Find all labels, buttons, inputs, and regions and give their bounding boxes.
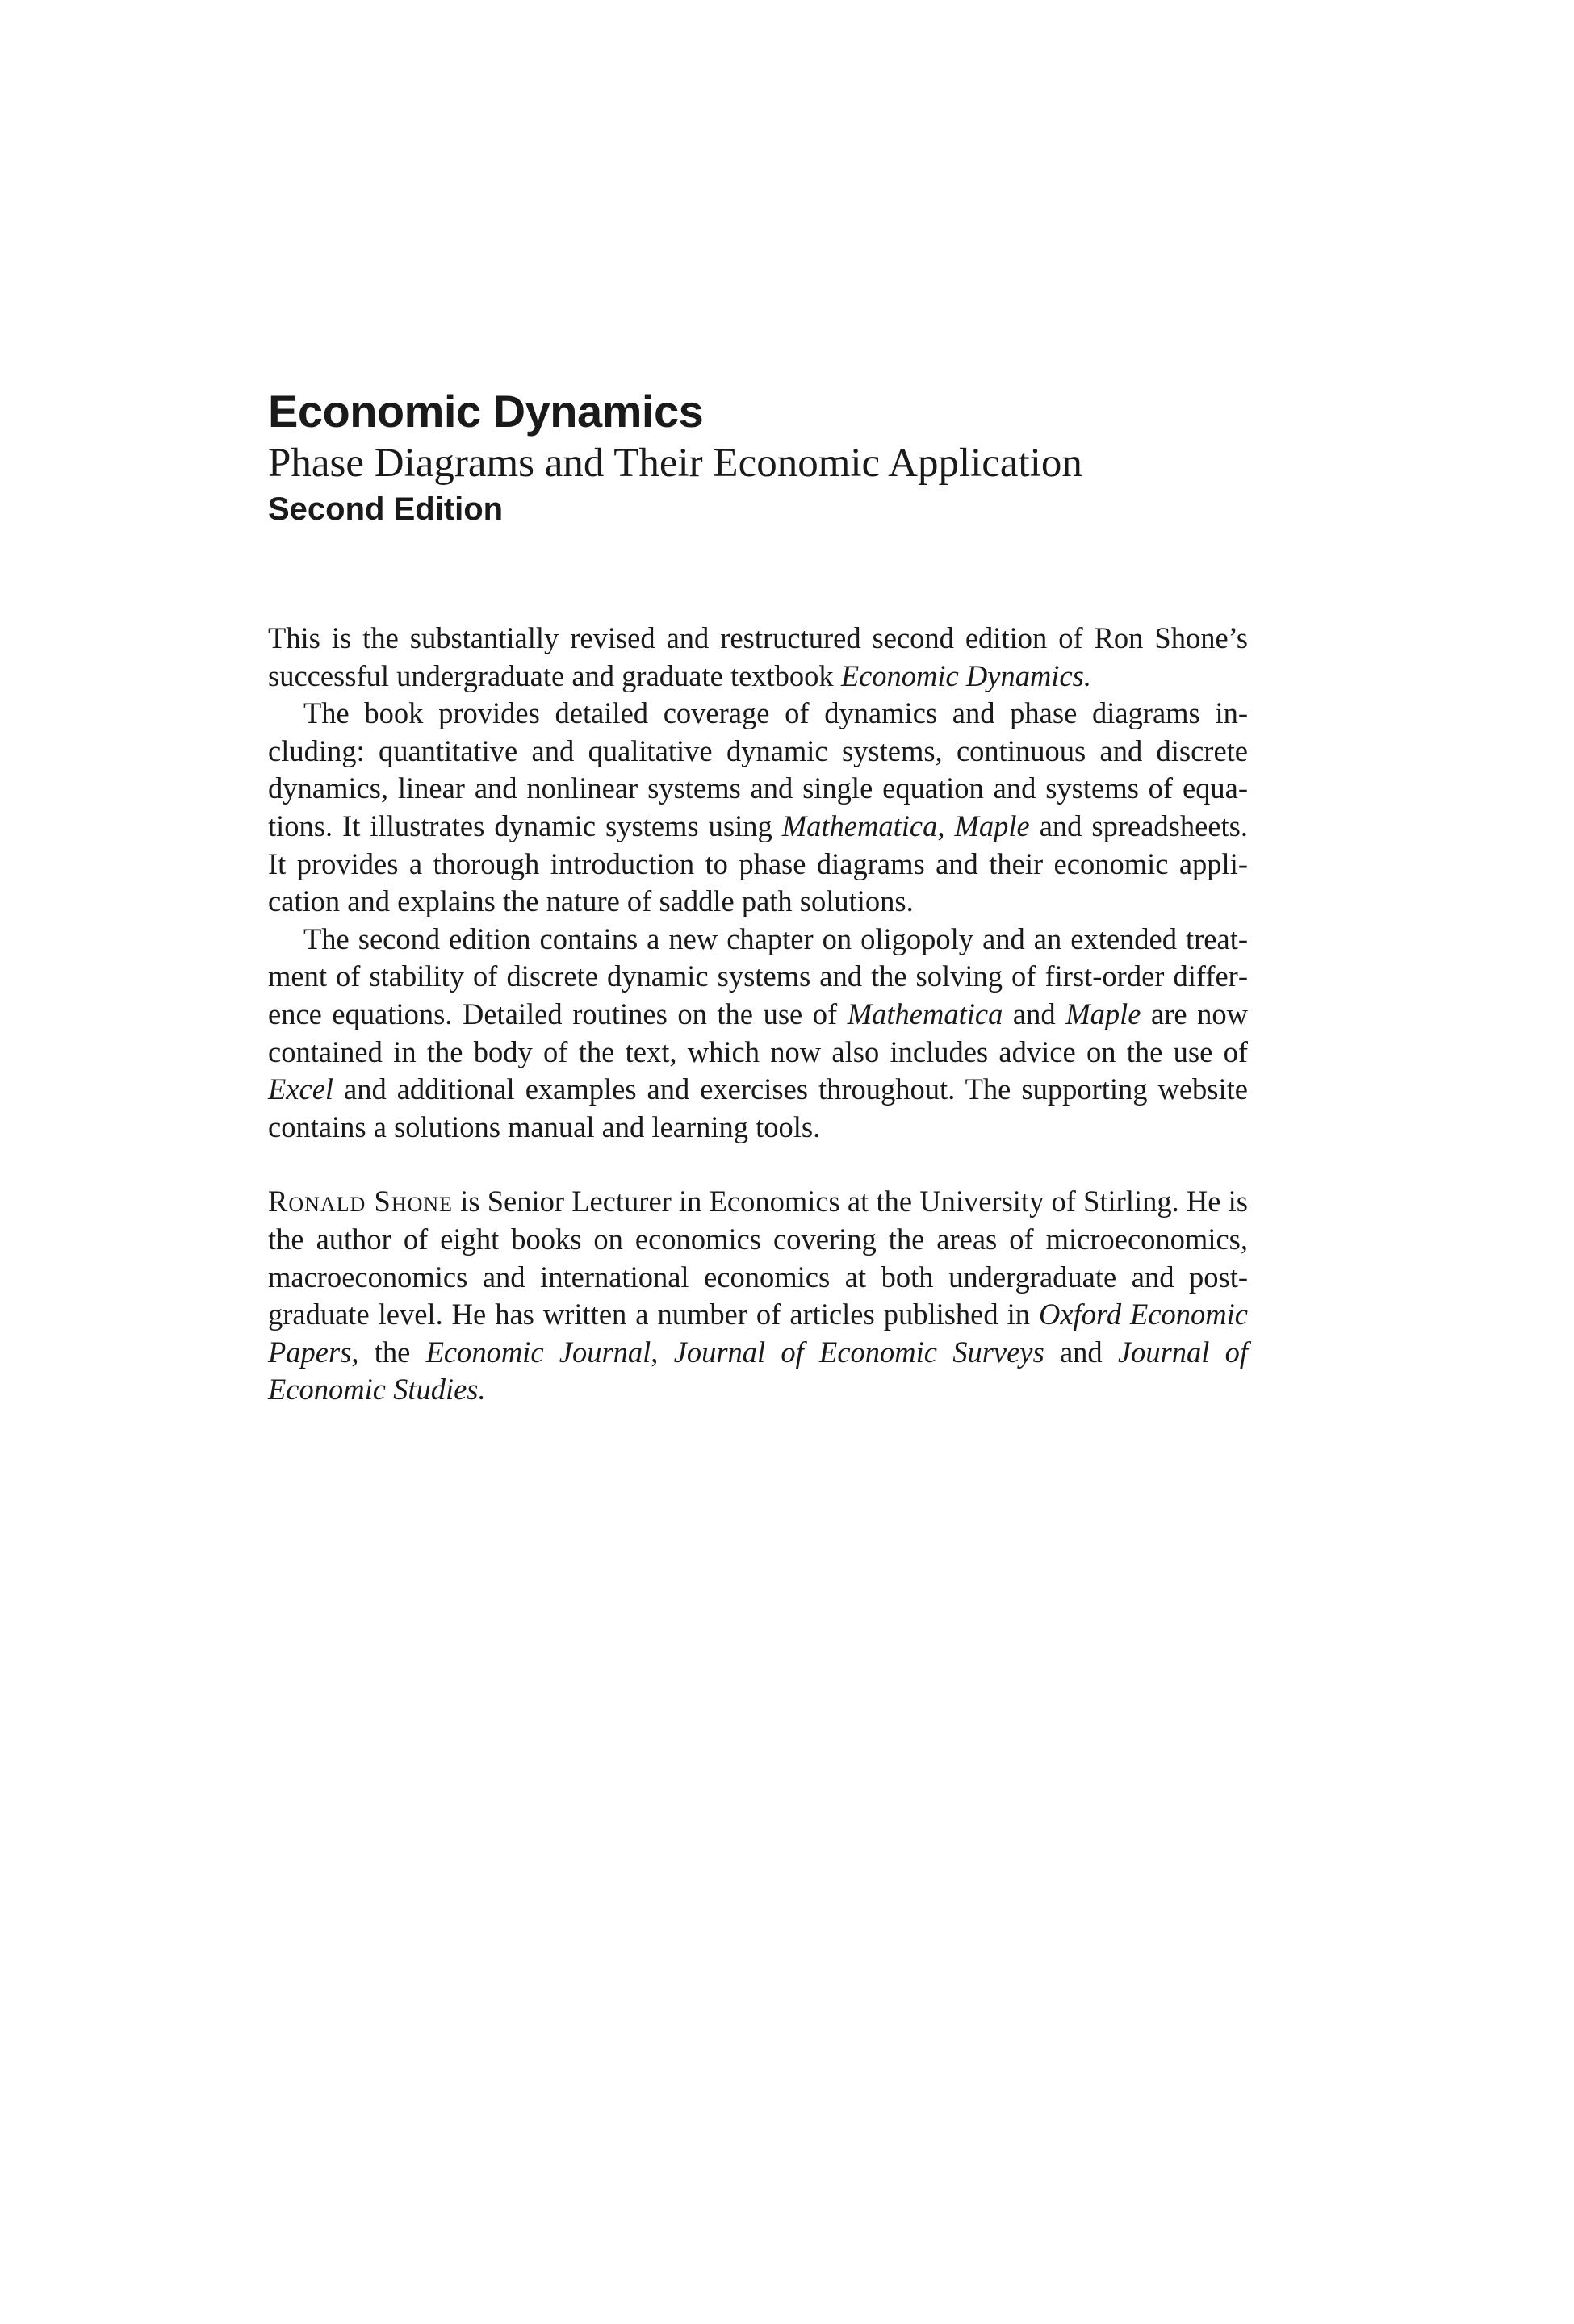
description-p2-c: ,	[937, 809, 955, 842]
author-journal-economic-journal: Economic Journal	[425, 1335, 651, 1369]
description-p3-g: and additional examples and exercises throughout. The supporting website contains a solutions manual and learning tools.	[268, 1072, 1248, 1143]
description-p3-e: are now contained in the body of the text, which now also includes advice on the use of	[268, 997, 1248, 1068]
description-p3-mathematica: Mathematica	[847, 997, 1003, 1030]
description-paragraph-1	[268, 620, 1248, 695]
description-p2-a: The book provides detailed coverage of dynamics and phase diagrams including: quantitative and qualitative dynamic systems, continuous and discrete dynamics, linear and nonlinear systems and single equation and systems of equations. It illustrates dynamic systems using	[268, 696, 1248, 842]
book-title: Economic Dynamics	[268, 386, 704, 437]
blurb-text	[268, 620, 1248, 1409]
author-journal-studies: Journal of Economic Studies.	[268, 1335, 1249, 1407]
description-p3-excel: Excel	[268, 1072, 334, 1106]
description-p1-book-title: Economic Dynamics.	[840, 658, 1091, 692]
book-subtitle: Phase Diagrams and Their Economic Application	[268, 441, 1082, 486]
author-bio	[268, 1183, 1248, 1409]
description-p1-text: This is the substantially revised and restructured second edition of Ron Shone’s successful undergraduate and graduate textbook	[268, 621, 1248, 692]
title-block	[268, 386, 1317, 531]
author-bio-e: ,	[651, 1335, 674, 1369]
description-p2-maple: Maple	[954, 809, 1030, 842]
author-bio-c: , the	[351, 1335, 426, 1369]
description-paragraph-2	[268, 695, 1248, 921]
book-edition: Second Edition	[268, 491, 504, 527]
description-p2-mathematica: Mathematica	[781, 809, 938, 842]
author-journal-oxford: Oxford Economic Papers	[268, 1298, 1249, 1369]
description-paragraph-3	[268, 921, 1248, 1147]
author-bio-a: is Senior Lecturer in Economics at the University of Stirling. He is the author of eight books on economics covering the areas of microeconomics, macroeconomics and international economics at both undergraduate and postgraduate level. He has written a number of articles published in	[268, 1185, 1248, 1331]
author-bio-g: and	[1044, 1335, 1118, 1369]
description-p2-e: and spreadsheets. It provides a thorough introduction to phase diagrams and their economic application and explains the nature of saddle path solutions.	[268, 809, 1249, 918]
description-p3-a: The second edition contains a new chapter on oligopoly and an extended treatment of stability of discrete dynamic systems and the solving of first-order difference equations. Detailed routines on the use of	[268, 922, 1248, 1030]
author-name: Ronald Shone	[268, 1185, 454, 1218]
author-journal-surveys: Journal of Economic Surveys	[673, 1335, 1044, 1369]
description-p3-c: and	[1003, 997, 1066, 1030]
description-p3-maple: Maple	[1065, 997, 1141, 1030]
